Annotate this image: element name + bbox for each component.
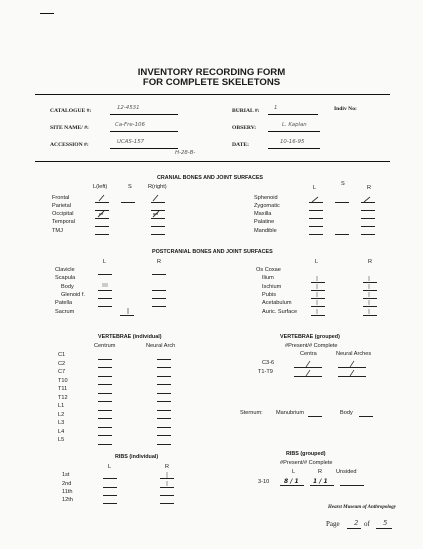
date-value[interactable]: 10-16-95 (280, 139, 305, 145)
blank-rib-11th-r[interactable] (160, 495, 174, 496)
site-label: SITE NAME/ #: (50, 125, 89, 131)
blank-vert-centrum-l5[interactable] (98, 444, 112, 445)
blank-tmj-r[interactable] (151, 234, 165, 235)
vert-grp-c3-6: C3-6 (262, 360, 275, 366)
postcranial-left-marks (98, 280, 138, 316)
blank-vert-centrum-c2[interactable] (98, 367, 112, 368)
vert-c7: C7 (58, 369, 66, 375)
indiv-label: Indiv No: (334, 106, 357, 112)
blank-rib-11th-l[interactable] (103, 495, 117, 496)
vert-l2: L2 (58, 412, 65, 418)
blank-vert-neural-l5[interactable] (157, 444, 171, 445)
cranial-left-occipital: Occipital (52, 211, 74, 217)
tally-mark (102, 284, 108, 286)
burial-label: BURIAL #: (232, 108, 260, 114)
cranial-right-check-marks (308, 193, 378, 205)
vert-grp-t1-t9: T1-T9 (258, 369, 273, 375)
postcranial-sacrum: Sacrum (55, 309, 75, 315)
blank-vert-neural-c7[interactable] (157, 376, 171, 377)
vert-l1: L1 (58, 403, 65, 409)
ribs-grp-col-l: L (292, 469, 296, 475)
of-label: of (364, 520, 370, 528)
ribs-grp-title: RIBS (grouped) (286, 451, 326, 457)
check-mark (364, 197, 370, 202)
form-title (0, 68, 423, 88)
blank-temporal-l[interactable] (95, 226, 109, 227)
sternum-label: Sternum: (240, 410, 263, 416)
cranial-left-temporal: Temporal (52, 219, 76, 225)
ribs-col-l: L (108, 464, 112, 470)
rib-11th: 11th (62, 489, 73, 495)
ribs-grp-left-value[interactable]: 8 / 1 (284, 478, 299, 485)
blank-clavicle-l[interactable] (98, 274, 112, 275)
vertebrae-grp-col-neural: Neural Arches (336, 351, 372, 357)
postcranial-patella: Patella (55, 300, 73, 306)
blank-maxilla-r[interactable] (361, 218, 375, 219)
postcranial-body: Body (61, 284, 74, 290)
cranial-right-sphenoid: Sphenoid (254, 195, 278, 201)
cranial-col-s: S (128, 184, 132, 190)
blank-vert-centrum-t10[interactable] (98, 384, 112, 385)
form-title-line1: INVENTORY RECORDING FORM (137, 67, 286, 78)
cranial-right-zygomatic: Zygomatic (254, 203, 280, 209)
cranial-title: CRANIAL BONES AND JOINT SURFACES (157, 175, 264, 181)
postcranial-scapula: Scapula (55, 275, 76, 281)
accession-value[interactable]: UCAS-157 (117, 139, 145, 145)
rib-1st: 1st (62, 472, 70, 478)
top-mark (40, 13, 54, 14)
blank-manubrium[interactable] (308, 416, 322, 417)
ribs-ind-marks (160, 471, 176, 487)
blank-ribs-grp-l[interactable] (280, 485, 304, 486)
vert-grp-slashes (294, 359, 369, 379)
blank-vert-neural-c1[interactable] (157, 359, 171, 360)
blank-vert-neural-l3[interactable] (157, 427, 171, 428)
cranial-col-right: R(right) (148, 184, 167, 190)
check-mark (153, 211, 159, 217)
postcranial-col-r2: R (368, 259, 373, 265)
date-label: DATE: (232, 142, 249, 148)
blank-rib-2nd-l[interactable] (103, 487, 117, 488)
cranial-check-marks (95, 190, 170, 220)
postcranial-col-r: R (157, 259, 162, 265)
postcranial-col-l2: L (315, 259, 319, 265)
of-value: 5 (383, 519, 388, 527)
blank-vert-centrum-c7[interactable] (98, 376, 112, 377)
postcranial-os-coxae: Os Coxae (256, 267, 281, 273)
vert-c1: C1 (58, 352, 66, 358)
ribs-grp-col-unsided: Unsided (336, 469, 357, 475)
blank-patella-r[interactable] (152, 306, 166, 307)
blank-rib-1st-l[interactable] (103, 478, 117, 479)
blank-mandible-l[interactable] (309, 234, 323, 235)
blank-palatine-r[interactable] (361, 226, 375, 227)
postcranial-ilium: Ilium (262, 275, 274, 281)
blank-rib-2nd-r[interactable] (160, 487, 174, 488)
catalogue-label: CATALOGUE #: (50, 108, 92, 114)
vertebrae-ind-title: VERTEBRAE (individual) (98, 334, 162, 340)
blank-palatine-l[interactable] (309, 226, 323, 227)
blank-vert-neural-t11[interactable] (157, 393, 171, 394)
postcranial-pubis: Pubis (262, 292, 276, 298)
vertebrae-grp-title: VERTEBRAE (grouped) (280, 334, 340, 340)
blank-clavicle-r[interactable] (152, 274, 166, 275)
site-value[interactable]: Ca-Fre-106 (115, 122, 145, 128)
blank-vert-neural-t10[interactable] (157, 384, 171, 385)
vertebrae-col-neural: Neural Arch (146, 343, 176, 349)
cranial-col-left: L(left) (93, 184, 108, 190)
blank-vert-centrum-l1[interactable] (98, 410, 112, 411)
blank-vert-neural-l2[interactable] (157, 418, 171, 419)
ribs-grp-subtitle: #Present/# Complete (280, 460, 333, 466)
accession-label: ACCESSION #: (50, 142, 89, 148)
page-value-line (347, 528, 361, 529)
blank-vert-centrum-c1[interactable] (98, 359, 112, 360)
cranial-left-parietal: Parietal (52, 203, 71, 209)
observ-line (268, 131, 320, 132)
page-label: Page (326, 520, 340, 528)
ribs-grp-right-value[interactable]: 1 / 1 (313, 478, 328, 485)
vert-t12: T12 (58, 395, 68, 401)
title-rule (35, 94, 390, 95)
blank-vert-neural-c2[interactable] (157, 367, 171, 368)
observ-value[interactable]: L. Kaplan (282, 122, 307, 128)
check-mark (153, 195, 158, 201)
blank-zygomatic-l[interactable] (309, 210, 323, 211)
vert-l3: L3 (58, 420, 65, 426)
postcranial-ischium: Ischium (262, 284, 282, 290)
ribs-grp-col-r: R (318, 469, 323, 475)
accession-line (110, 148, 178, 149)
blank-vert-centrum-l4[interactable] (98, 435, 112, 436)
blank-maxilla-l[interactable] (309, 218, 323, 219)
extra-note: H-28-B- (175, 150, 196, 156)
cranial-right-maxilla: Maxilla (254, 211, 272, 217)
form-title-line2: FOR COMPLETE SKELETONS (142, 77, 281, 88)
rib-12th: 12th (62, 497, 73, 503)
blank-glenoid-r[interactable] (152, 298, 166, 299)
blank-vert-neural-l1[interactable] (157, 410, 171, 411)
vert-t10: T10 (58, 378, 68, 384)
blank-mandible-s[interactable] (335, 234, 349, 235)
sternum-manubrium: Manubrium (276, 410, 304, 416)
vertebrae-col-centrum: Centrum (94, 343, 116, 349)
vert-l5: L5 (58, 437, 65, 443)
blank-vert-centrum-l3[interactable] (98, 427, 112, 428)
blank-vert-centrum-t12[interactable] (98, 401, 112, 402)
slash-mark (306, 361, 354, 376)
catalogue-line (110, 114, 178, 115)
observ-label: OBSERV: (232, 125, 257, 131)
ribs-col-r: R (165, 464, 170, 470)
cranial-col-r2: R (367, 185, 372, 191)
page-value: 2 (354, 519, 359, 527)
blank-body-r[interactable] (152, 290, 166, 291)
header-rule (35, 161, 390, 162)
postcranial-title: POSTCRANIAL BONES AND JOINT SURFACES (152, 249, 273, 255)
blank-vert-centrum-t11[interactable] (98, 393, 112, 394)
blank-vert-neural-t12[interactable] (157, 401, 171, 402)
blank-tmj-l[interactable] (95, 234, 109, 235)
vert-l4: L4 (58, 429, 65, 435)
postcranial-acetabulum: Acetabulum (262, 300, 292, 306)
blank-vert-neural-l4[interactable] (157, 435, 171, 436)
blank-temporal-r[interactable] (151, 226, 165, 227)
check-mark (98, 211, 104, 217)
vert-c2: C2 (58, 361, 66, 367)
vertebrae-grp-col-centra: Centra (300, 351, 317, 357)
cranial-left-frontal: Frontal (52, 195, 70, 201)
site-line (110, 131, 178, 132)
blank-rib-12th-l[interactable] (103, 503, 117, 504)
date-line (268, 148, 320, 149)
postcranial-col-l: L (103, 259, 107, 265)
blank-vert-centrum-l2[interactable] (98, 418, 112, 419)
postcranial-auric-surface: Auric. Surface (262, 309, 298, 315)
sternum-body: Body (340, 410, 353, 416)
vert-t11: T11 (58, 386, 68, 392)
ribs-grp-row-label: 3-10 (258, 479, 270, 485)
catalogue-value[interactable]: 12-4531 (117, 105, 140, 111)
ribs-ind-title: RIBS (individual) (115, 454, 159, 460)
cranial-col-l2: L (313, 185, 317, 191)
rib-2nd: 2nd (62, 481, 72, 487)
cranial-col-s2: S (341, 181, 345, 187)
blank-sternum-body[interactable] (359, 416, 373, 417)
blank-mandible-r[interactable] (361, 234, 375, 235)
cranial-right-mandible: Mandible (254, 228, 277, 234)
of-value-line (376, 528, 392, 529)
postcranial-right-marks (311, 274, 381, 318)
postcranial-glenoid: Glenoid f. (61, 292, 85, 298)
cranial-left-tmj: TMJ (52, 228, 63, 234)
check-mark (99, 195, 104, 201)
blank-zygomatic-r[interactable] (361, 210, 375, 211)
burial-line (268, 114, 318, 115)
postcranial-clavicle: Clavicle (55, 267, 75, 273)
museum-name: Hearst Museum of Anthropology (328, 505, 397, 510)
blank-ribs-grp-r[interactable] (310, 485, 334, 486)
blank-rib-12th-r[interactable] (160, 503, 174, 504)
vertebrae-grp-subtitle: #Present/# Complete (285, 343, 338, 349)
blank-ribs-grp-unsided[interactable] (340, 485, 364, 486)
cranial-right-palatine: Palatine (254, 219, 275, 225)
check-mark (312, 197, 318, 202)
burial-value[interactable]: 1 (274, 105, 278, 111)
